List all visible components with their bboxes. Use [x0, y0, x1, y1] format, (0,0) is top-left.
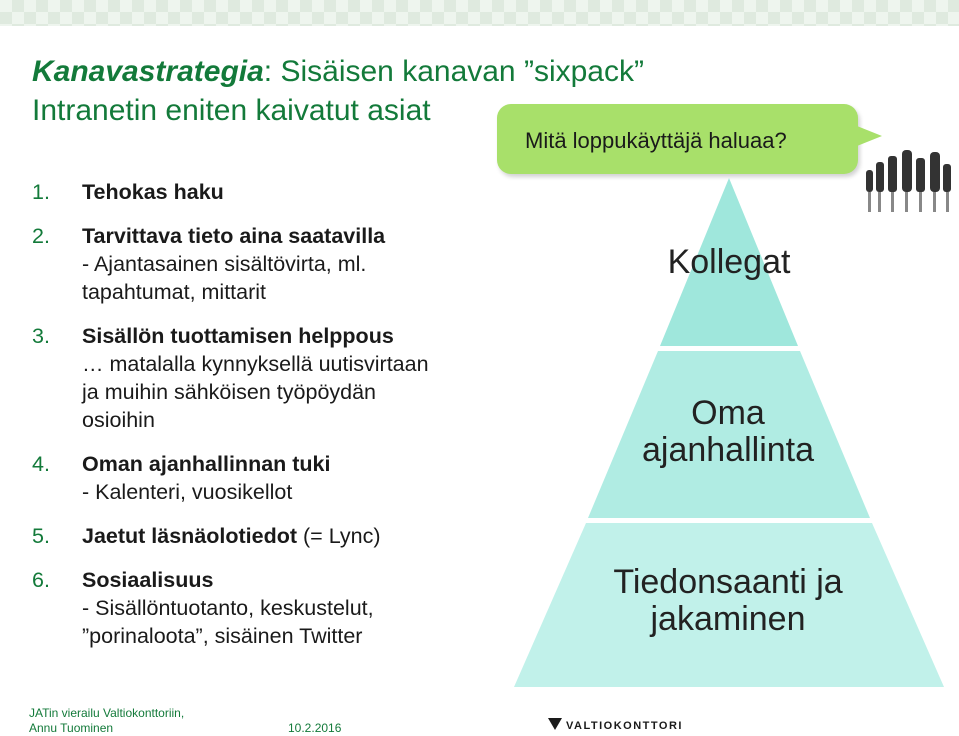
list-number: 6.: [32, 568, 50, 592]
pyramid-top-label: Kollegat: [667, 243, 791, 281]
pyramid-middle-label-1: Oma: [691, 394, 765, 432]
list-subtext: ja muihin sähköisen työpöydän: [82, 380, 377, 404]
footer-date: 10.2.2016: [288, 721, 342, 735]
pyramid-middle-label-2: ajanhallinta: [641, 431, 815, 469]
speech-bubble-tail: [852, 124, 882, 148]
footer-logo-text: VALTIOKONTTORI: [566, 720, 683, 732]
list-number: 1.: [32, 180, 50, 204]
list-subtext: osioihin: [82, 408, 155, 432]
list-subtext: ”porinaloota”, sisäinen Twitter: [82, 624, 363, 648]
list-item: [32, 450, 502, 506]
list-subtext: - Ajantasainen sisältövirta, ml.: [82, 252, 367, 276]
valtiokonttori-logo-icon: [548, 718, 562, 730]
list-subtext: - Kalenteri, vuosikellot: [82, 480, 293, 504]
pyramid-bottom-label-2: jakaminen: [650, 600, 806, 638]
footer-line-2: Annu Tuominen: [29, 721, 114, 735]
speech-bubble-text: Mitä loppukäyttäjä haluaa?: [525, 128, 787, 153]
list-item: [32, 322, 502, 434]
list-item: [32, 222, 502, 306]
list-item: [32, 566, 502, 650]
list-number: 5.: [32, 524, 50, 548]
list-heading: Jaetut läsnäolotiedot: [82, 524, 298, 548]
list-heading: Tehokas haku: [82, 180, 224, 204]
title-keyword: Kanavastrategia: [32, 55, 264, 88]
list-number: 2.: [32, 224, 50, 248]
list-item: [32, 178, 502, 206]
pyramid-bottom-label-1: Tiedonsaanti ja: [613, 563, 843, 601]
list-heading-extra: (= Lync): [297, 524, 381, 548]
title-rest: : Sisäisen kanavan ”sixpack”: [263, 55, 644, 88]
list-subtext: - Sisällöntuotanto, keskustelut,: [82, 596, 374, 620]
list-number: 3.: [32, 324, 50, 348]
list-heading: Oman ajanhallinnan tuki: [82, 452, 331, 476]
priority-list: [32, 178, 502, 650]
list-number: 4.: [32, 452, 50, 476]
page-subtitle: Intranetin eniten kaivatut asiat: [32, 94, 431, 127]
footer-presenter: [29, 706, 184, 736]
header-pattern-band: [0, 0, 959, 26]
list-subtext: … matalalla kynnyksellä uutisvirtaan: [82, 352, 429, 376]
list-heading: Sosiaalisuus: [82, 568, 214, 592]
list-subtext: tapahtumat, mittarit: [82, 280, 267, 304]
list-heading: Tarvittava tieto aina saatavilla: [82, 224, 386, 248]
page-title: [32, 55, 644, 89]
list-item: [32, 522, 502, 550]
footer-line-1: JATin vierailu Valtiokonttoriin,: [29, 706, 185, 720]
list-heading: Sisällön tuottamisen helppous: [82, 324, 394, 348]
